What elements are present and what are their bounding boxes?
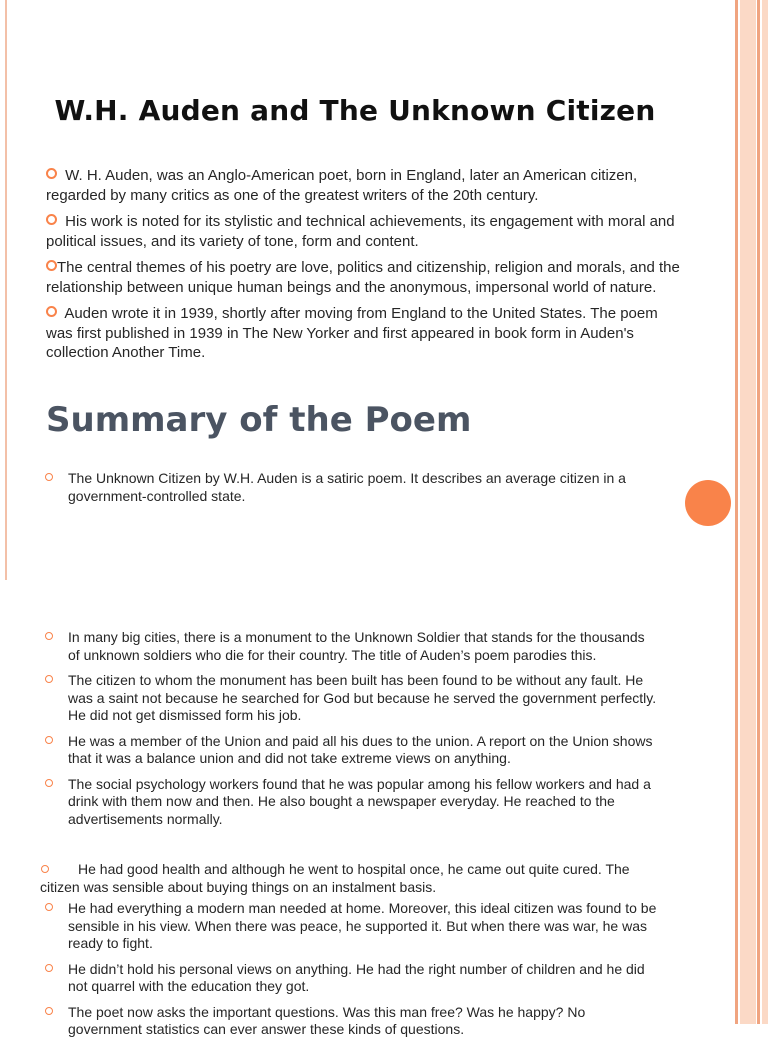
list-item: He had good health and although he went to hospital once, he came out quite cured. The citizen was sensible about buying things on an instalment basis. bbox=[40, 861, 630, 895]
bullet-icon bbox=[41, 865, 49, 873]
list-item: He was a member of the Union and paid all his dues to the union. A report on the Union shows that it was a balance union and did not take extreme views on anything. bbox=[0, 733, 660, 768]
bullet-icon bbox=[45, 779, 53, 787]
bullet-icon bbox=[45, 964, 53, 972]
list-item: The Unknown Citizen by W.H. Auden is a satiric poem. It describes an average citizen in a government-controlled state. bbox=[0, 470, 660, 505]
bullet-icon bbox=[46, 168, 57, 179]
summary-list-top bbox=[0, 470, 660, 505]
intro-paragraph: The central themes of his poetry are love, politics and citizenship, religion and morals, and the relationship between unique human beings and the anonymous, impersonal world of nature. bbox=[46, 259, 680, 296]
bullet-icon bbox=[45, 675, 53, 683]
bullet-icon bbox=[46, 306, 57, 317]
summary-list bbox=[0, 629, 660, 828]
intro-section bbox=[46, 166, 686, 370]
decorative-circle bbox=[685, 480, 731, 526]
bullet-icon bbox=[46, 260, 57, 271]
list-item: The citizen to whom the monument has been built has been found to be without any fault. He was a saint not because he searched for God but because he served the government perfectly. He did not get dismissed form his job. bbox=[0, 672, 660, 725]
section-heading: Summary of the Poem bbox=[46, 400, 472, 440]
bullet-icon bbox=[45, 473, 53, 481]
summary-list-bottom bbox=[0, 861, 660, 1039]
bullet-icon bbox=[45, 1007, 53, 1015]
intro-paragraph: Auden wrote it in 1939, shortly after moving from England to the United States. The poem was first published in 1939 in The New Yorker and first appeared in book form in Auden's collection Another Time. bbox=[46, 305, 658, 361]
right-border-strip bbox=[740, 0, 756, 1024]
bullet-icon bbox=[45, 632, 53, 640]
bullet-icon bbox=[45, 736, 53, 744]
list-item: He didn’t hold his personal views on anything. He had the right number of children and he did not quarrel with the education they got. bbox=[0, 961, 660, 996]
right-border-strip bbox=[762, 0, 768, 1024]
bullet-icon bbox=[45, 903, 53, 911]
intro-paragraph: His work is noted for its stylistic and technical achievements, its engagement with moral and political issues, and its variety of tone, form and content. bbox=[46, 213, 675, 250]
bullet-icon bbox=[46, 214, 57, 225]
list-item: He had everything a modern man needed at home. Moreover, this ideal citizen was found to be sensible in his view. When there was peace, he supported it. But when there was war, he was ready to fight. bbox=[0, 900, 660, 953]
intro-paragraph: W. H. Auden, was an Anglo-American poet, born in England, later an American citizen, regarded by many critics as one of the greatest writers of the 20th century. bbox=[46, 167, 638, 204]
right-border-strip bbox=[735, 0, 738, 1024]
list-item: The social psychology workers found that he was popular among his fellow workers and had a drink with them now and then. He also bought a newspaper everyday. He reached to the advertisements normally. bbox=[0, 776, 660, 829]
right-border-strip bbox=[757, 0, 760, 1024]
page-title: W.H. Auden and The Unknown Citizen bbox=[54, 94, 656, 127]
list-item: The poet now asks the important questions. Was this man free? Was he happy? No government statistics can ever answer these kinds of questions. bbox=[0, 1004, 660, 1039]
list-item: In many big cities, there is a monument to the Unknown Soldier that stands for the thousands of unknown soldiers who die for their country. The title of Auden’s poem parodies this. bbox=[0, 629, 660, 664]
